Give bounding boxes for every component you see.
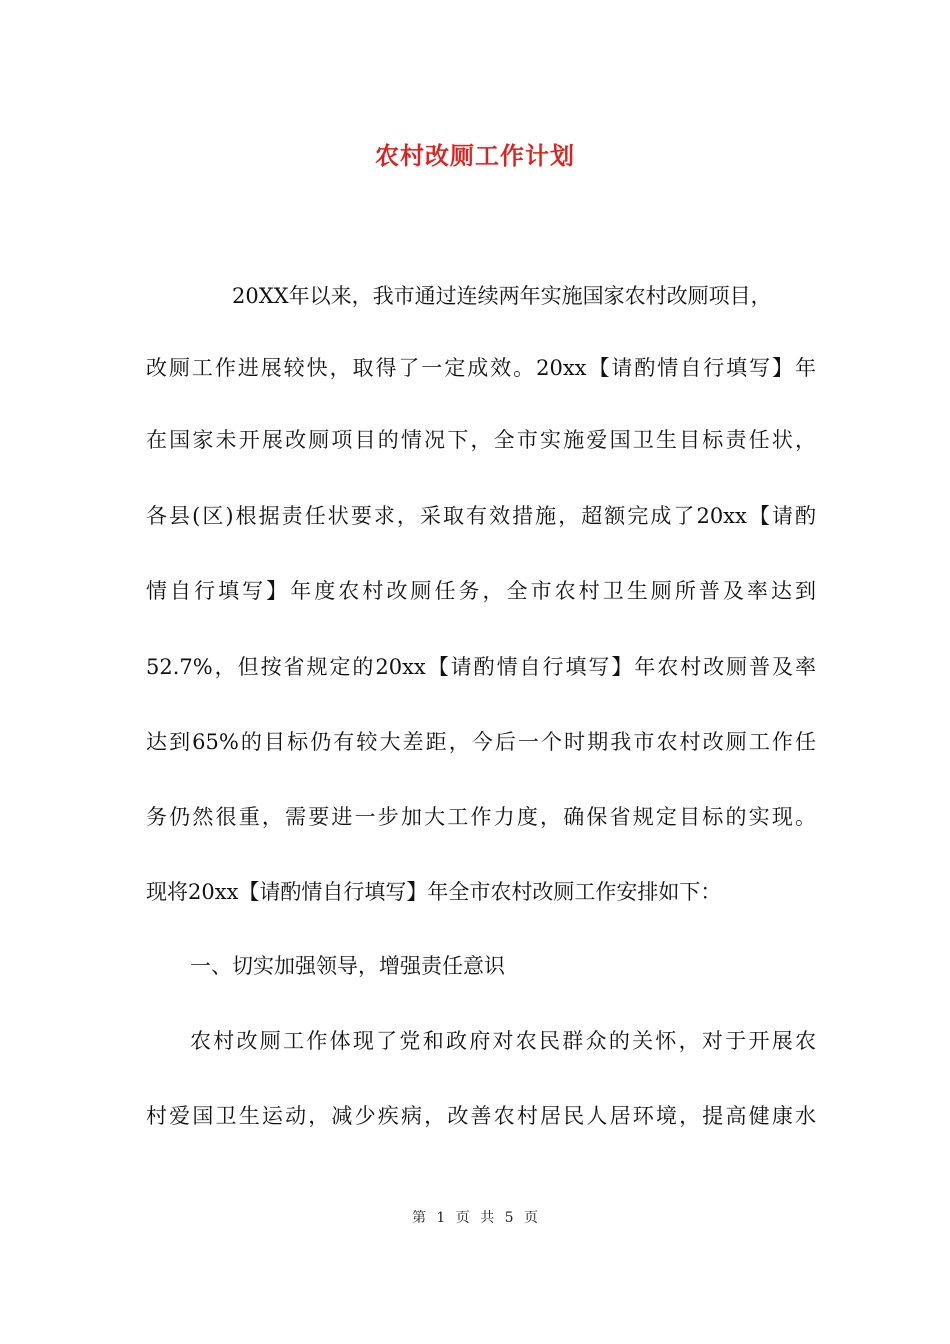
page-title: 农村改厕工作计划 <box>375 141 575 170</box>
paragraph-line: 20XX年以来，我市通过连续两年实施国家农村改厕项目， <box>232 284 772 308</box>
page-footer: 第 1 页 共 5 页 <box>411 1210 539 1226</box>
paragraph-line: 农村改厕工作体现了党和政府对农民群众的关怀，对于开展农 <box>190 1029 816 1053</box>
paragraph-line: 在国家未开展改厕项目的情况下，全市实施爱国卫生目标责任状， <box>146 428 816 452</box>
paragraph-line: 情自行填写】年度农村改厕任务，全市农村卫生厕所普及率达到 <box>146 579 816 603</box>
paragraph-line: 52.7%，但按省规定的20xx【请酌情自行填写】年农村改厕普及率 <box>146 655 816 679</box>
paragraph-line: 达到65%的目标仍有较大差距，今后一个时期我市农村改厕工作任 <box>146 730 816 754</box>
section-heading: 一、切实加强领导，增强责任意识 <box>190 954 505 978</box>
paragraph-line: 务仍然很重，需要进一步加大工作力度，确保省规定目标的实现。 <box>146 805 816 829</box>
paragraph-line: 各县(区)根据责任状要求，采取有效措施，超额完成了20xx【请酌 <box>146 504 816 528</box>
paragraph-line: 村爱国卫生运动，减少疾病，改善农村居民人居环境，提高健康水 <box>146 1104 816 1128</box>
paragraph-line: 改厕工作进展较快，取得了一定成效。20xx【请酌情自行填写】年 <box>146 356 816 380</box>
paragraph-line: 现将20xx【请酌情自行填写】年全市农村改厕工作安排如下： <box>146 880 722 904</box>
